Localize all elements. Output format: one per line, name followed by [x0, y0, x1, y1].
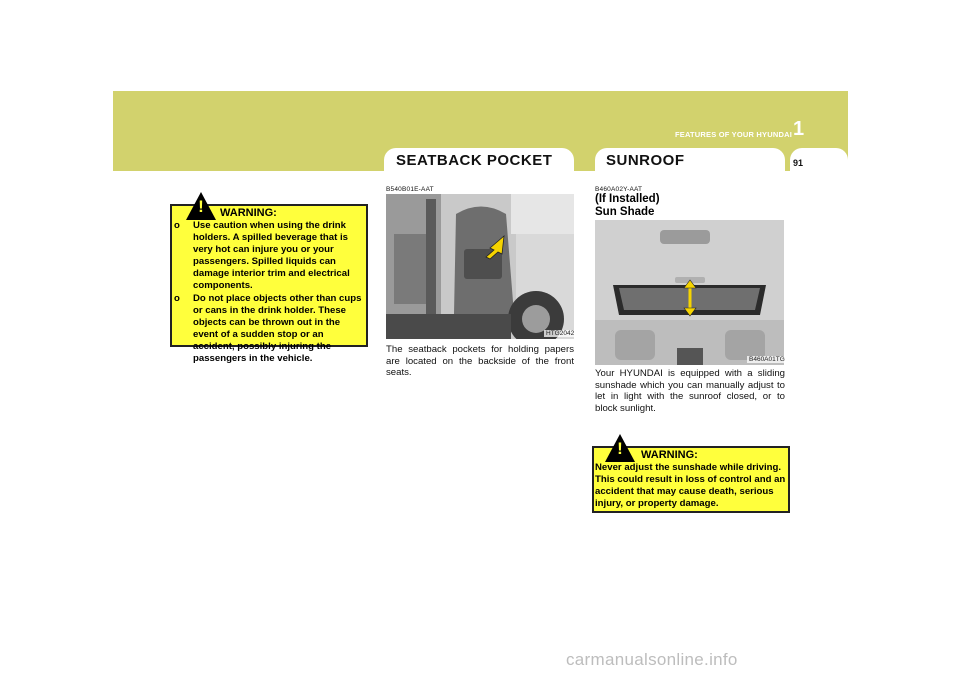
sunshade-photo: [595, 220, 784, 365]
warning-item-text: Use caution when using the drink holders. A spilled beverage that is very hot can injure you or your passengers. Spilled liquids can damage interior trim and electrical components.: [193, 220, 350, 292]
sunroof-subheading-sun-shade: Sun Shade: [595, 206, 655, 218]
bullet: o: [174, 220, 180, 231]
seatback-section-title: SEATBACK POCKET: [396, 152, 553, 169]
bullet: o: [174, 292, 180, 304]
sunroof-code: B460A02Y-AAT: [595, 186, 643, 193]
sunshade-figure-label: B460A01TG: [749, 356, 785, 363]
seatback-illustration: [386, 194, 574, 339]
warning-item-text: Do not place objects other than cups or cans in the drink holder. These objects can be thrown out in the event of a sudden stop or an accident, possibly injuring the passengers in the vehicle.: [193, 292, 362, 365]
chapter-number: 1: [793, 118, 805, 140]
drink-holder-warning-list: [173, 220, 365, 365]
exclamation-icon: !: [617, 439, 623, 458]
seatback-photo: [386, 194, 574, 339]
exclamation-icon: !: [198, 197, 204, 216]
watermark: carmanualsonline.info: [566, 650, 738, 669]
warning-item: [173, 293, 365, 366]
seatback-code: B540B01E-AAT: [386, 186, 434, 193]
sunroof-body-text: Your HYUNDAI is equipped with a sliding sunshade which you can manually adjust to let in light with the sunroof closed, or to block sunlight.: [595, 368, 785, 414]
sunshade-illustration: [595, 220, 784, 365]
warning-item: [173, 220, 365, 293]
sunroof-section-title: SUNROOF: [606, 152, 685, 169]
seatback-figure-label: HTG2042: [546, 330, 575, 337]
drink-holder-warning-heading: WARNING:: [220, 207, 277, 219]
sunroof-subheading-if-installed: (If Installed): [595, 193, 660, 205]
page-number: 91: [793, 158, 804, 168]
sunshade-warning-heading: WARNING:: [641, 449, 698, 461]
sunshade-warning-text: Never adjust the sunshade while driving. This could result in loss of control and an accident that may cause death, serious injury, or property damage.: [595, 462, 786, 509]
seatback-body-text: The seatback pockets for holding papers are located on the backside of the front seats.: [386, 344, 574, 379]
chapter-title: FEATURES OF YOUR HYUNDAI: [674, 130, 792, 139]
